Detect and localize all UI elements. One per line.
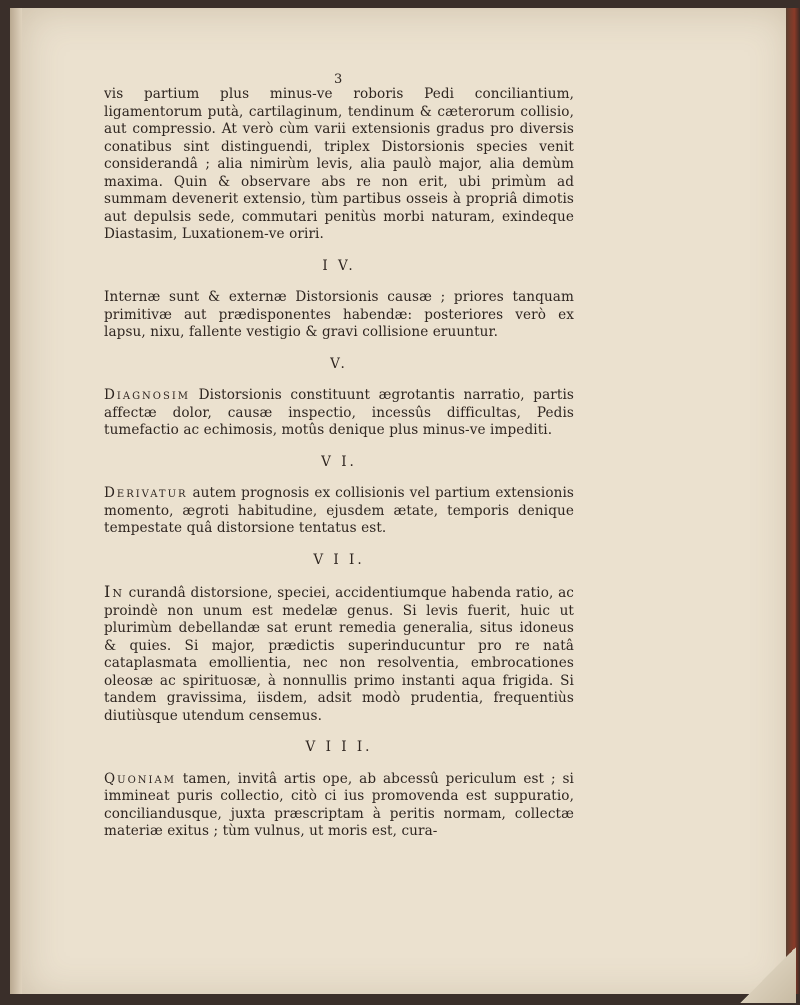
section-heading-4: I V. [322, 257, 356, 274]
paragraph-4-body: autem prognosis ex collisionis vel partium extensionis momento, ægroti habitudine, ejusdem ætate, temporis denique tempestate quâ distorsione tentatus est. [104, 485, 574, 536]
book-cover-edge [786, 8, 800, 1000]
paragraph-3-body: Distorsionis constituunt ægrotantis narratio, partis affectæ dolor, causæ inspectio, incessûs difficultas, Pedis tumefactio ac echimosis, motûs denique plus minus-ve impediti. [104, 387, 574, 438]
section-heading-7: V I I. [313, 551, 365, 568]
page-text [104, 72, 574, 841]
paragraph-3-lead: Diagnosim [104, 387, 191, 403]
section-heading-6: V I. [321, 453, 357, 470]
paragraph-6-body: tamen, invitâ artis ope, ab abcessû periculum est ; si immineat puris collectio, citò ci ius promovenda est suppuratio, conciliandusque, juxta præscriptam à peritis normam, collectæ materiæ exitus ; tùm vulnus, ut moris est, cura- [104, 770, 574, 839]
paragraph-6 [104, 771, 574, 841]
paragraph-1: vis partium plus minus-ve roboris Pedi conciliantium, ligamentorum putà, cartilaginum, tendinum & cæterorum collisio, aut compressio. At verò cùm varii extensionis gradus pro diversis conatibus sint distinguendi, triplex Distorsionis species venit considerandâ ; alia nimirùm levis, alia paulò major, alia demùm maxima. Quin & observare abs re non erit, ubi primùm ad summam devenerit extensio, tùm partibus osseis à propriâ dimotis aut depulsis sede, commutari penitùs morbi naturam, exindeque Diastasim, Luxationem-ve oriri. [104, 86, 574, 242]
paragraph-5-lead: In [104, 582, 124, 601]
page-number: 3 [334, 72, 343, 87]
paragraph-5 [104, 583, 574, 725]
paragraph-6-lead: Quoniam [104, 770, 176, 787]
section-heading-8: V I I I. [305, 739, 373, 755]
paragraph-4 [104, 485, 574, 538]
paragraph-4-lead: Derivatur [104, 485, 188, 501]
section-heading-5: V. [330, 355, 348, 372]
paragraph-3 [104, 387, 574, 440]
page-corner-fold [740, 947, 796, 1003]
paragraph-2: Internæ sunt & externæ Distorsionis causæ ; priores tanquam primitivæ aut prædisponentes habendæ: posteriores verò ex lapsu, nixu, fallente vestigio & gravi collisione eruuntur. [104, 289, 574, 340]
page-bottom-edge [10, 994, 800, 1005]
paragraph-5-body: curandâ distorsione, speciei, accidentiumque habenda ratio, ac proindè non unum est medelæ genus. Si levis fuerit, huic ut plurimùm debellandæ sat erunt remedia generalia, situs idoneus & quies. Si major, prædictis superinducuntur pro re natâ cataplasmata emollientia, nec non resolventia, embrocationes oleosæ ac spirituosæ, à nonnullis primo instanti aqua frigida. Si tandem gravissima, iisdem, adsit modò prudentia, frequentiùs diutiùsque utendum censemus. [104, 585, 574, 724]
